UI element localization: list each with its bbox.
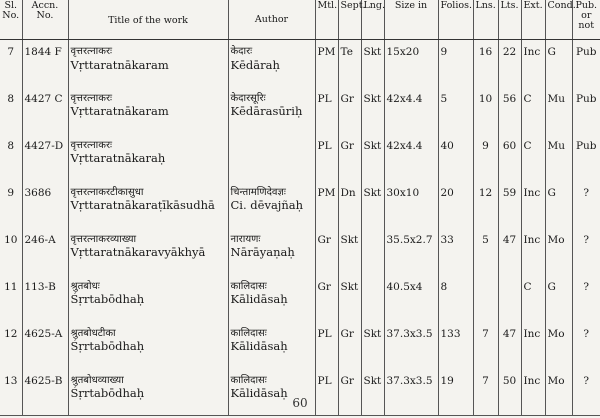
cell-author bbox=[228, 40, 315, 87]
cell-language: Skt bbox=[361, 181, 384, 228]
cell-size: 40.5x4 bbox=[384, 275, 438, 322]
cell-size: 15x20 bbox=[384, 40, 438, 87]
cell-folios: 20 bbox=[438, 181, 473, 228]
cell-title bbox=[68, 40, 228, 87]
author-transliteration: Kālidāsaḥ bbox=[230, 386, 288, 400]
author-devanagari: चिन्तामणिदेवज्ञः bbox=[230, 186, 286, 198]
cell-folios: 33 bbox=[438, 228, 473, 275]
header-author: Author bbox=[228, 0, 315, 40]
cell-accn-no: 4427-D bbox=[22, 134, 68, 181]
table-body bbox=[0, 40, 600, 416]
title-transliteration: Vṛttaratnākaram bbox=[70, 57, 169, 72]
cell-sl-no: 7 bbox=[7, 46, 15, 58]
cell-language: Skt bbox=[361, 40, 384, 87]
cell-lines: 7 bbox=[473, 322, 498, 369]
author-transliteration: Ci. dēvajñaḥ bbox=[230, 198, 304, 212]
cell-title bbox=[68, 181, 228, 228]
title-transliteration: Śṛrtabōdhaḥ bbox=[70, 386, 145, 400]
cell-title bbox=[68, 275, 228, 322]
cell-condition: Mo bbox=[545, 369, 572, 416]
cell-extent: Inc bbox=[521, 369, 545, 416]
table-row bbox=[0, 40, 600, 87]
cell-language: Skt bbox=[361, 87, 384, 134]
header-extent: Ext. bbox=[521, 0, 545, 40]
title-transliteration: Vṛttaratnākaram bbox=[70, 104, 169, 118]
cell-material: PM bbox=[315, 40, 338, 87]
cell-published: Pub bbox=[572, 134, 600, 181]
title-transliteration: Vṛttaratnākaravyākhyā bbox=[70, 245, 206, 259]
title-transliteration: Vṛttaratnākaraḥ bbox=[70, 151, 166, 165]
cell-script: Dn bbox=[338, 181, 361, 228]
cell-material: PM bbox=[315, 181, 338, 228]
cell-author bbox=[228, 275, 315, 322]
author-devanagari: कालिदासः bbox=[230, 374, 267, 386]
cell-sl-no: 10 bbox=[4, 233, 18, 246]
header-size: Size in bbox=[384, 0, 438, 40]
title-devanagari: श्रुतबोधव्याख्या bbox=[70, 374, 124, 386]
header-language: Lng. bbox=[361, 0, 384, 40]
cell-title bbox=[68, 87, 228, 134]
cell-condition: G bbox=[545, 181, 572, 228]
title-devanagari: श्रुतबोधः bbox=[70, 280, 100, 292]
cell-sl-no: 8 bbox=[7, 139, 15, 152]
cell-condition: Mu bbox=[545, 134, 572, 181]
cell-language: Skt bbox=[361, 322, 384, 369]
cell-lines bbox=[473, 275, 498, 322]
cell-sl-no: 12 bbox=[4, 327, 18, 340]
cell-author bbox=[228, 228, 315, 275]
cell-accn-no: 3686 bbox=[22, 181, 68, 228]
cell-material: Gr bbox=[315, 228, 338, 275]
title-transliteration: Vṛttaratnākaraṭīkāsudhā bbox=[70, 198, 215, 212]
cell-title bbox=[68, 322, 228, 369]
title-devanagari: वृत्तरत्नाकरः bbox=[70, 92, 113, 104]
cell-extent: C bbox=[521, 134, 545, 181]
cell-published: ? bbox=[572, 228, 600, 275]
cell-sl-no: 9 bbox=[7, 186, 15, 199]
table-row bbox=[0, 87, 600, 134]
cell-accn-no: 4625-B bbox=[22, 369, 68, 416]
cell-size: 42x4.4 bbox=[384, 87, 438, 134]
title-devanagari: वृत्तरत्नाकरः bbox=[70, 46, 113, 57]
cell-extent: Inc bbox=[521, 181, 545, 228]
cell-extent: Inc bbox=[521, 40, 545, 87]
author-devanagari: कालिदासः bbox=[230, 280, 267, 292]
title-devanagari: वृत्तरत्नाकरव्याख्या bbox=[70, 233, 137, 245]
cell-lines: 5 bbox=[473, 228, 498, 275]
cell-folios: 9 bbox=[438, 40, 473, 87]
cell-author bbox=[228, 322, 315, 369]
cell-language: Skt bbox=[361, 369, 384, 416]
cell-author bbox=[228, 134, 315, 181]
cell-letters: 22 bbox=[498, 40, 521, 87]
cell-extent: Inc bbox=[521, 228, 545, 275]
header-accn-no: Accn. No. bbox=[22, 0, 68, 40]
cell-accn-no: 4427 C bbox=[22, 87, 68, 134]
cell-letters: 47 bbox=[498, 322, 521, 369]
cell-material: PL bbox=[315, 134, 338, 181]
table-header bbox=[0, 0, 600, 40]
cell-language bbox=[361, 275, 384, 322]
cell-letters bbox=[498, 275, 521, 322]
cell-script: Gr bbox=[338, 322, 361, 369]
cell-script: Gr bbox=[338, 87, 361, 134]
cell-lines: 10 bbox=[473, 87, 498, 134]
header-lines: Lns. bbox=[473, 0, 498, 40]
cell-sl-no: 8 bbox=[7, 92, 15, 105]
header-condition: Cond. bbox=[545, 0, 572, 40]
cell-published: ? bbox=[572, 369, 600, 416]
cell-accn-no: 113-B bbox=[22, 275, 68, 322]
cell-letters: 50 bbox=[498, 369, 521, 416]
cell-script: Gr bbox=[338, 369, 361, 416]
table-row bbox=[0, 228, 600, 275]
cell-title bbox=[68, 134, 228, 181]
cell-lines: 12 bbox=[473, 181, 498, 228]
author-transliteration: Kēdāraḥ bbox=[230, 57, 280, 72]
cell-folios: 19 bbox=[438, 369, 473, 416]
header-published: Pub. or not bbox=[572, 0, 600, 40]
title-transliteration: Śṛrtabōdhaḥ bbox=[70, 292, 145, 306]
cell-lines: 7 bbox=[473, 369, 498, 416]
cell-material: PL bbox=[315, 322, 338, 369]
cell-folios: 40 bbox=[438, 134, 473, 181]
cell-size: 35.5x2.7 bbox=[384, 228, 438, 275]
header-folios: Folios. bbox=[438, 0, 473, 40]
header-material: Mtl. bbox=[315, 0, 338, 40]
author-transliteration: Kālidāsaḥ bbox=[230, 339, 288, 353]
cell-lines: 9 bbox=[473, 134, 498, 181]
header-sl-no: Sl. No. bbox=[0, 0, 22, 40]
cell-condition: Mo bbox=[545, 228, 572, 275]
cell-published: Pub bbox=[572, 40, 600, 87]
cell-material: PL bbox=[315, 369, 338, 416]
cell-language bbox=[361, 228, 384, 275]
author-devanagari: नारायणः bbox=[230, 233, 261, 245]
cell-condition: G bbox=[545, 275, 572, 322]
cell-published: Pub bbox=[572, 87, 600, 134]
cell-accn-no: 4625-A bbox=[22, 322, 68, 369]
cell-size: 30x10 bbox=[384, 181, 438, 228]
cell-extent: C bbox=[521, 275, 545, 322]
table-row bbox=[0, 181, 600, 228]
author-devanagari: कालिदासः bbox=[230, 327, 267, 339]
cell-condition: G bbox=[545, 40, 572, 87]
cell-size: 42x4.4 bbox=[384, 134, 438, 181]
title-devanagari: श्रुतबोधटीका bbox=[70, 327, 116, 339]
cell-sl-no: 11 bbox=[4, 280, 18, 293]
title-devanagari: वृत्तरत्नाकरः bbox=[70, 139, 113, 151]
cell-title bbox=[68, 228, 228, 275]
header-script: Sept. bbox=[338, 0, 361, 40]
page-number: 60 bbox=[292, 396, 308, 410]
cell-lines: 16 bbox=[473, 40, 498, 87]
title-devanagari: वृत्तरत्नाकरटीकासुधा bbox=[70, 186, 144, 198]
cell-script: Skt bbox=[338, 228, 361, 275]
cell-letters: 59 bbox=[498, 181, 521, 228]
cell-extent: C bbox=[521, 87, 545, 134]
cell-size: 37.3x3.5 bbox=[384, 369, 438, 416]
cell-accn-no: 1844 F bbox=[22, 40, 68, 87]
cell-script: Te bbox=[338, 40, 361, 87]
cell-letters: 60 bbox=[498, 134, 521, 181]
cell-author bbox=[228, 87, 315, 134]
title-transliteration: Śṛrtabōdhaḥ bbox=[70, 339, 145, 353]
cell-material: Gr bbox=[315, 275, 338, 322]
table-row bbox=[0, 134, 600, 181]
cell-letters: 47 bbox=[498, 228, 521, 275]
author-transliteration: Kālidāsaḥ bbox=[230, 292, 288, 306]
header-letters: Lts. bbox=[498, 0, 521, 40]
header-title: Title of the work bbox=[68, 0, 228, 40]
cell-material: PL bbox=[315, 87, 338, 134]
author-devanagari: केदारः bbox=[230, 46, 253, 57]
cell-language: Skt bbox=[361, 134, 384, 181]
cell-condition: Mo bbox=[545, 322, 572, 369]
cell-published: ? bbox=[572, 322, 600, 369]
author-transliteration: Kēdārasūriḥ bbox=[230, 104, 303, 118]
cell-size: 37.3x3.5 bbox=[384, 322, 438, 369]
cell-author bbox=[228, 181, 315, 228]
cell-extent: Inc bbox=[521, 322, 545, 369]
table-row bbox=[0, 322, 600, 369]
cell-script: Skt bbox=[338, 275, 361, 322]
cell-condition: Mu bbox=[545, 87, 572, 134]
cell-letters: 56 bbox=[498, 87, 521, 134]
author-transliteration: Nārāyaṇaḥ bbox=[230, 245, 295, 259]
cell-folios: 133 bbox=[438, 322, 473, 369]
cell-script: Gr bbox=[338, 134, 361, 181]
cell-sl-no: 13 bbox=[0, 369, 22, 416]
cell-folios: 8 bbox=[438, 275, 473, 322]
cell-folios: 5 bbox=[438, 87, 473, 134]
cell-published: ? bbox=[572, 181, 600, 228]
cell-accn-no: 246-A bbox=[22, 228, 68, 275]
author-devanagari: केदारसूरिः bbox=[230, 92, 266, 104]
cell-published: ? bbox=[572, 275, 600, 322]
table-row bbox=[0, 275, 600, 322]
